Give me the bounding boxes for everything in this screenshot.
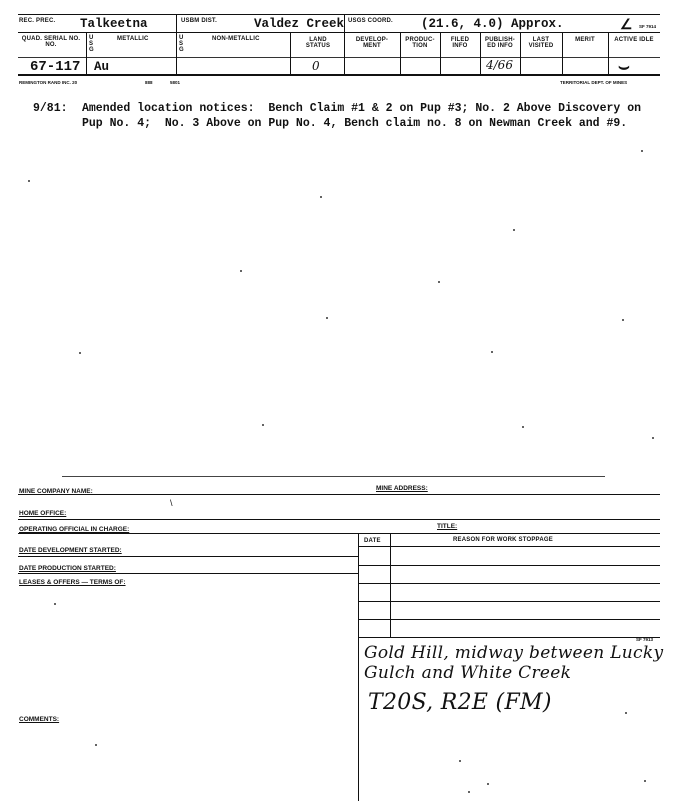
speck xyxy=(622,319,624,321)
rec-prec-label: REC. PREC. xyxy=(19,18,56,24)
speck xyxy=(262,424,264,426)
published-info-header: PUBLISH- ED INFO xyxy=(485,37,515,49)
speck xyxy=(491,351,493,353)
speck xyxy=(468,791,470,793)
metallic-value: Au xyxy=(94,60,110,74)
handwritten-location-line-2: Gulch and White Creek xyxy=(364,663,572,683)
speck xyxy=(326,317,328,319)
date-development-label: DATE DEVELOPMENT STARTED: xyxy=(19,547,122,554)
speck xyxy=(438,281,440,283)
handwritten-location-line-1: Gold Hill, midway between Lucky xyxy=(364,643,664,663)
leases-offers-label: LEASES & OFFERS — TERMS OF: xyxy=(19,579,126,586)
reason-column-header: REASON FOR WORK STOPPAGE xyxy=(453,537,553,543)
title-label: TITLE: xyxy=(437,523,458,530)
active-idle-mark: ⌣ xyxy=(618,56,630,76)
speck xyxy=(625,712,627,714)
note-line-1: Amended location notices: Bench Claim #1 & 2 on Pup #3; No. 2 Above Discovery on xyxy=(82,102,641,115)
speck xyxy=(95,744,97,746)
filed-info-header: FILED INFO xyxy=(450,37,470,49)
note-line-2: Pup No. 4; No. 3 Above on Pup No. 4, Bench claim no. 8 on Newman Creek and #9. xyxy=(82,117,628,130)
printer-code-1: 888 xyxy=(145,80,153,85)
speck xyxy=(54,603,56,605)
usbm-dist-label: USBM DIST. xyxy=(181,18,218,24)
handwritten-township-range: T20S, R2E (FM) xyxy=(368,690,552,715)
last-visited-header: LAST VISITED xyxy=(528,37,554,49)
speck xyxy=(320,196,322,198)
speck xyxy=(513,229,515,231)
date-column-header: DATE xyxy=(364,538,381,544)
rec-prec-value: Talkeetna xyxy=(80,17,148,31)
mine-address-label: MINE ADDRESS: xyxy=(376,485,428,492)
speck xyxy=(459,760,461,762)
speck xyxy=(28,180,30,182)
form-number-top: SF 7914 xyxy=(639,24,657,29)
active-idle-header: ACTIVE IDLE xyxy=(614,37,654,43)
tick-mark: \ xyxy=(170,498,173,508)
speck xyxy=(240,270,242,272)
metallic-header: METALLIC xyxy=(117,36,149,42)
home-office-label: HOME OFFICE: xyxy=(19,510,67,517)
nonmetallic-header: NON-METALLIC xyxy=(212,36,260,42)
merit-header: MERIT xyxy=(575,37,595,43)
operating-official-label: OPERATING OFFICIAL IN CHARGE: xyxy=(19,526,130,533)
speck xyxy=(644,780,646,782)
speck xyxy=(79,352,81,354)
speck xyxy=(522,426,524,428)
speck xyxy=(487,783,489,785)
quad-serial-header: QUAD. SERIAL NO. NO. xyxy=(21,36,81,48)
date-production-label: DATE PRODUCTION STARTED: xyxy=(19,565,116,572)
comments-label: COMMENTS: xyxy=(19,716,60,723)
usg-nonmetallic-letters: U S G xyxy=(179,35,184,53)
land-status-value: 0 xyxy=(312,59,320,73)
form-number-bottom: SF 7913 xyxy=(636,637,654,642)
printer-imprint: REMINGTON RAND INC. 20 xyxy=(19,80,78,85)
department-imprint: TERRITORIAL DEPT. OF MINES xyxy=(560,80,628,85)
development-header: DEVELOP- MENT xyxy=(355,37,389,49)
note-date: 9/81: xyxy=(33,102,68,115)
corner-angle-mark: ∠ xyxy=(620,16,633,32)
quad-serial-value: 67-117 xyxy=(30,59,81,75)
production-header: PRODUC- TION xyxy=(405,37,435,49)
land-status-header: LAND STATUS xyxy=(305,37,331,49)
published-info-value: 4/66 xyxy=(486,58,513,72)
usgs-coord-label: USGS COORD. xyxy=(348,18,393,24)
usbm-dist-value: Valdez Creek xyxy=(254,17,345,31)
mine-company-name-label: MINE COMPANY NAME: xyxy=(19,488,93,495)
printer-code-2: 5801 xyxy=(170,80,181,85)
speck xyxy=(652,437,654,439)
usg-metallic-letters: U S G xyxy=(89,35,94,53)
speck xyxy=(641,150,643,152)
usgs-coord-value: (21.6, 4.0) Approx. xyxy=(421,17,564,31)
